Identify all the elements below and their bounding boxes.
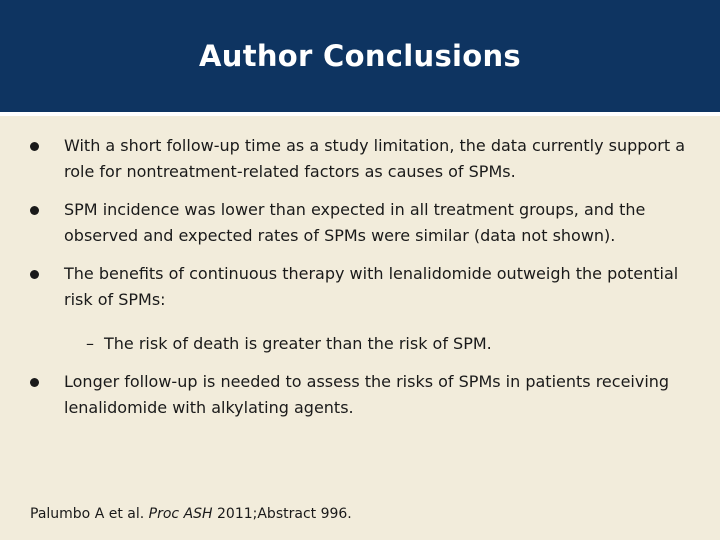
bullet-text: With a short follow-up time as a study limitation, the data currently support a role for nontreatment-related factors as causes of SPMs. <box>64 136 685 181</box>
sub-bullet-item <box>0 331 720 357</box>
bullet-item <box>0 133 720 185</box>
title-bar <box>0 0 720 112</box>
bullet-text: The benefits of continuous therapy with lenalidomide outweigh the potential risk of SPMs: <box>64 264 679 309</box>
bullet-item <box>0 369 720 421</box>
bullet-text: Longer follow-up is needed to assess the risks of SPMs in patients receiving lenalidomide with alkylating agents. <box>64 372 670 417</box>
bullet-item <box>0 197 720 249</box>
sub-bullet-text: The risk of death is greater than the risk of SPM. <box>104 334 492 353</box>
bullet-dot-icon <box>30 206 39 215</box>
bullet-dot-icon <box>30 142 39 151</box>
bullet-item <box>0 261 720 313</box>
bullet-list <box>0 133 720 433</box>
citation <box>30 504 352 524</box>
slide-title: Author Conclusions <box>199 39 521 73</box>
citation-journal: Proc ASH <box>148 506 213 522</box>
header-divider <box>0 112 720 116</box>
bullet-dot-icon <box>30 378 39 387</box>
citation-prefix: Palumbo A et al. <box>30 506 149 522</box>
dash-marker: – <box>86 334 94 353</box>
citation-suffix: 2011;Abstract 996. <box>212 506 352 522</box>
bullet-text: SPM incidence was lower than expected in all treatment groups, and the observed and expected rates of SPMs were similar (data not shown). <box>64 200 646 245</box>
bullet-dot-icon <box>30 270 39 279</box>
